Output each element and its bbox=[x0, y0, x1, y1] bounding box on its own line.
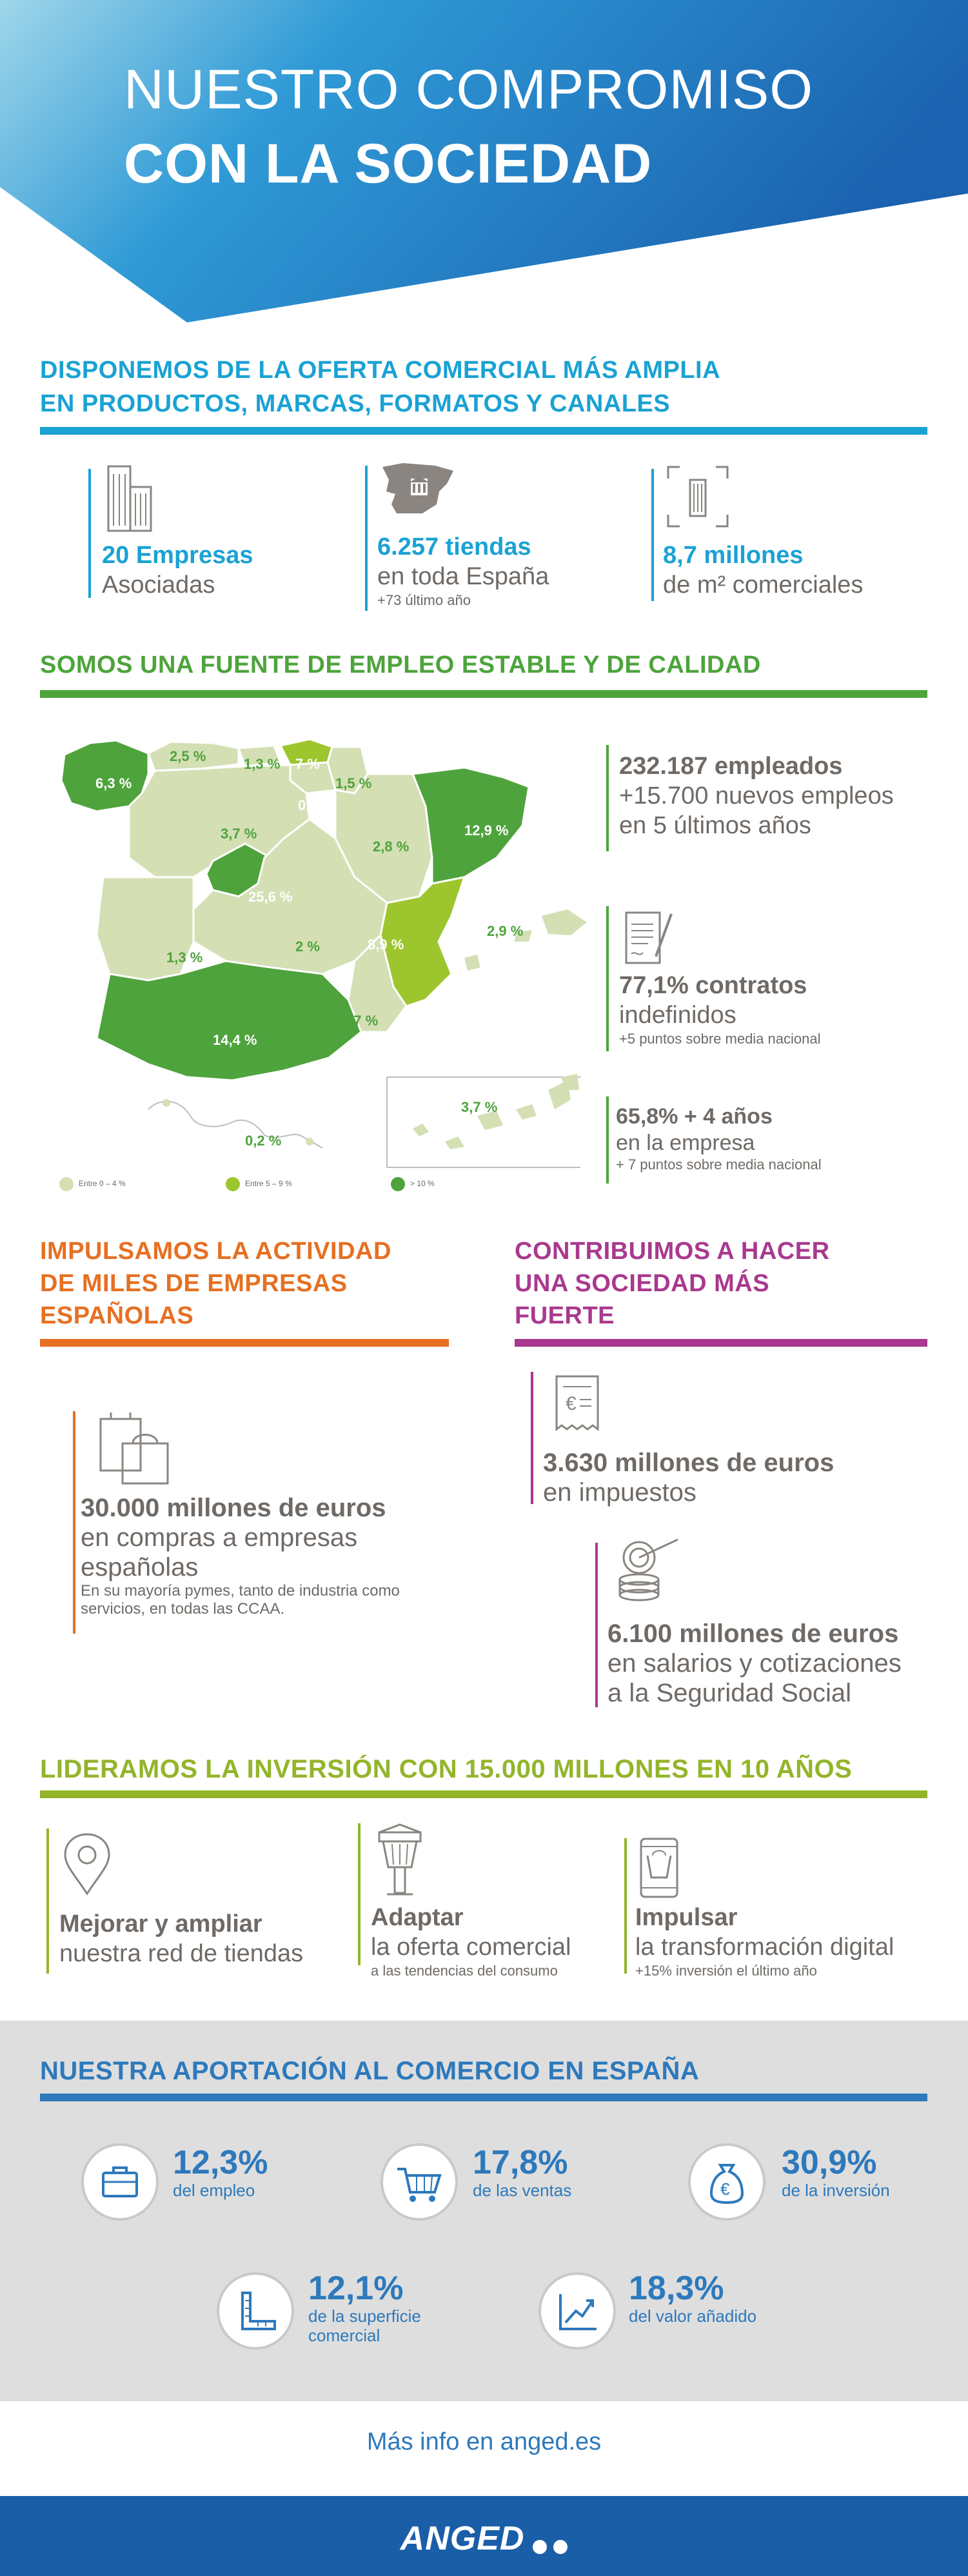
society-stat1-bold: 3.630 millones de euros bbox=[543, 1449, 835, 1477]
employment-stat1-line2: +15.700 nuevos empleos bbox=[619, 782, 894, 809]
anged-logo: ANGED bbox=[0, 2519, 968, 2558]
society-stat1-text: en impuestos bbox=[543, 1478, 696, 1507]
growth-chart-icon bbox=[541, 2275, 613, 2347]
briefcase-circle bbox=[81, 2143, 159, 2221]
ruler-circle bbox=[217, 2272, 294, 2350]
offer-stat1-line bbox=[88, 469, 91, 598]
region-baleares bbox=[464, 909, 587, 971]
activity-heading-line1: IMPULSAMOS LA ACTIVIDAD bbox=[40, 1238, 391, 1265]
svg-text:€: € bbox=[566, 1393, 577, 1414]
contribution-divider bbox=[40, 2094, 927, 2101]
investment-item3-small: +15% inversión el último año bbox=[635, 1963, 817, 1979]
footer-bar bbox=[0, 2496, 968, 2576]
investment-item2-text: la oferta comercial bbox=[371, 1934, 571, 1961]
page-title-line2: CON LA SOCIEDAD bbox=[124, 133, 653, 195]
investment-item1-bold: Mejorar y ampliar bbox=[59, 1910, 262, 1937]
map-label-cantabria: 1,3 % bbox=[244, 756, 281, 772]
employment-stat2-line2: indefinidos bbox=[619, 1002, 736, 1029]
legend-mid: Entre 5 – 9 % bbox=[226, 1177, 292, 1191]
contribution-item1-label: del empleo bbox=[173, 2181, 255, 2200]
investment-item-digital bbox=[635, 1903, 894, 1980]
map-label-murcia: 2,7 % bbox=[342, 1013, 379, 1029]
offer-stat2-bold: 6.257 tiendas bbox=[377, 533, 531, 560]
region-andalucia bbox=[97, 961, 361, 1080]
map-label-andalucia: 14,4 % bbox=[213, 1032, 257, 1048]
activity-heading bbox=[40, 1235, 391, 1332]
activity-stat-small2: servicios, en todas las CCAA. bbox=[81, 1600, 285, 1618]
legend-high: > 10 % bbox=[391, 1177, 435, 1191]
map-label-la-rioja: 0,6 % bbox=[298, 797, 335, 813]
investment-item3-line bbox=[624, 1838, 627, 1974]
society-stat-salaries bbox=[607, 1619, 902, 1708]
contribution-item-investment bbox=[782, 2145, 890, 2200]
investment-item-improve bbox=[59, 1909, 303, 1968]
society-heading bbox=[515, 1235, 830, 1332]
contribution-item4-label2: comercial bbox=[308, 2326, 380, 2345]
employment-stat3-bold: 65,8% + 4 años bbox=[616, 1104, 773, 1129]
society-heading-line3: FUERTE bbox=[515, 1302, 615, 1329]
offer-stat2-text: en toda España bbox=[377, 563, 549, 590]
offer-stat1-bold: 20 Empresas bbox=[102, 542, 253, 569]
offer-stat2-small: +73 último año bbox=[377, 592, 471, 608]
tax-receipt-icon bbox=[551, 1374, 603, 1435]
employment-stat2-line bbox=[606, 906, 609, 1051]
employment-stat1-bold: 232.187 empleados bbox=[619, 753, 843, 780]
location-pin-icon bbox=[61, 1832, 113, 1899]
offer-stat3-bold: 8,7 millones bbox=[663, 542, 804, 569]
society-heading-line1: CONTRIBUIMOS A HACER bbox=[515, 1238, 830, 1265]
more-info-link[interactable]: Más info en anged.es bbox=[366, 2428, 602, 2455]
society-stat-taxes bbox=[543, 1448, 834, 1507]
activity-stat bbox=[81, 1493, 400, 1618]
contribution-item4-label1: de la superficie bbox=[308, 2306, 421, 2326]
employment-stat3-line bbox=[606, 1096, 609, 1184]
employment-stat2-small: +5 puntos sobre media nacional bbox=[619, 1031, 821, 1047]
map-label-madrid: 25,6 % bbox=[248, 889, 293, 905]
coins-target-icon bbox=[616, 1538, 687, 1606]
contribution-item-value-added bbox=[629, 2270, 756, 2326]
contract-document-icon bbox=[622, 906, 674, 971]
offer-heading-line2: EN PRODUCTOS, MARCAS, FORMATOS Y CANALES bbox=[40, 390, 671, 417]
society-stat2-line bbox=[595, 1543, 598, 1707]
briefcase-icon bbox=[84, 2146, 156, 2218]
investment-item2-bold: Adaptar bbox=[371, 1904, 464, 1931]
offer-stat3-text: de m² comerciales bbox=[663, 571, 864, 599]
hero-banner bbox=[0, 0, 968, 322]
map-label-extremadura: 1,3 % bbox=[166, 949, 203, 966]
map-label-navarra: 1,5 % bbox=[335, 775, 372, 791]
employment-stat-employees bbox=[619, 751, 894, 840]
investment-item2-small: a las tendencias del consumo bbox=[371, 1963, 558, 1979]
contribution-item5-label: del valor añadido bbox=[629, 2306, 757, 2326]
employment-stat2-bold: 77,1% contratos bbox=[619, 972, 807, 999]
employment-divider bbox=[40, 690, 927, 698]
map-label-baleares: 2,9 % bbox=[487, 923, 524, 939]
contribution-item2-pct: 17,8% bbox=[473, 2144, 568, 2181]
contribution-item-surface bbox=[308, 2270, 421, 2345]
shopping-bags-icon bbox=[95, 1412, 173, 1490]
society-stat2-bold: 6.100 millones de euros bbox=[607, 1620, 899, 1648]
investment-item1-line bbox=[46, 1828, 49, 1974]
svg-text:€: € bbox=[720, 2179, 730, 2199]
employment-stat-tenure bbox=[616, 1103, 822, 1174]
offer-stat3-line bbox=[651, 469, 654, 601]
activity-stat-bold: 30.000 millones de euros bbox=[81, 1494, 386, 1522]
contribution-item3-label: de la inversión bbox=[782, 2181, 890, 2200]
map-label-pais-vasco: 7 % bbox=[295, 756, 320, 772]
cart-circle bbox=[380, 2143, 458, 2221]
offer-heading-line1: DISPONEMOS DE LA OFERTA COMERCIAL MÁS AMPLIA bbox=[40, 357, 721, 384]
society-stat1-line bbox=[531, 1372, 533, 1504]
contribution-item4-pct: 12,1% bbox=[308, 2270, 404, 2307]
activity-stat-line2: en compras a empresas bbox=[81, 1523, 358, 1552]
map-label-galicia: 6,3 % bbox=[95, 775, 132, 791]
offer-stat1-text: Asociadas bbox=[102, 571, 215, 599]
legend-low: Entre 0 – 4 % bbox=[59, 1177, 126, 1191]
store-display-icon bbox=[374, 1822, 426, 1903]
ruler-area-icon bbox=[219, 2275, 291, 2347]
page-title-line1: NUESTRO COMPROMISO bbox=[124, 59, 814, 121]
offer-stat-associates bbox=[102, 540, 253, 600]
contribution-item1-pct: 12,3% bbox=[173, 2144, 268, 2181]
contribution-item5-pct: 18,3% bbox=[629, 2270, 724, 2307]
employment-heading: SOMOS UNA FUENTE DE EMPLEO ESTABLE Y DE CALIDAD bbox=[40, 651, 761, 679]
investment-heading: LIDERAMOS LA INVERSIÓN CON 15.000 MILLONES EN 10 AÑOS bbox=[40, 1755, 853, 1783]
employment-stat3-small: + 7 puntos sobre media nacional bbox=[616, 1156, 822, 1173]
floor-area-icon bbox=[666, 464, 730, 532]
employment-stat-contracts bbox=[619, 971, 821, 1048]
investment-item3-bold: Impulsar bbox=[635, 1904, 738, 1931]
spain-map-icon bbox=[377, 459, 461, 520]
contribution-item-sales bbox=[473, 2145, 571, 2200]
offer-stat-sqm bbox=[663, 540, 863, 600]
offer-heading bbox=[40, 353, 720, 421]
society-heading-line2: UNA SOCIEDAD MÁS bbox=[515, 1270, 770, 1297]
money-bag-icon bbox=[691, 2146, 763, 2218]
activity-divider bbox=[40, 1339, 449, 1347]
employment-stat1-line bbox=[606, 745, 609, 851]
building-icon bbox=[103, 461, 155, 535]
contribution-item2-label: de las ventas bbox=[473, 2181, 572, 2200]
employment-stat3-line2: en la empresa bbox=[616, 1131, 755, 1155]
investment-item3-text: la transformación digital bbox=[635, 1934, 894, 1961]
activity-heading-line2: DE MILES DE EMPRESAS bbox=[40, 1270, 348, 1297]
investment-divider bbox=[40, 1790, 927, 1798]
investment-item2-line bbox=[358, 1823, 361, 1965]
activity-stat-small1: En su mayoría pymes, tanto de industria como bbox=[81, 1582, 400, 1600]
offer-divider bbox=[40, 427, 927, 435]
activity-heading-line3: ESPAÑOLAS bbox=[40, 1302, 194, 1329]
contribution-item3-pct: 30,9% bbox=[782, 2144, 877, 2181]
map-label-castilla-la-mancha: 2 % bbox=[295, 938, 320, 955]
shopping-cart-icon bbox=[383, 2146, 455, 2218]
society-divider bbox=[515, 1339, 927, 1347]
activity-stat-line bbox=[73, 1411, 75, 1634]
contribution-item-employment bbox=[173, 2145, 268, 2200]
map-label-canarias: 3,7 % bbox=[461, 1099, 498, 1115]
contribution-heading: NUESTRA APORTACIÓN AL COMERCIO EN ESPAÑA bbox=[40, 2057, 700, 2085]
investment-item1-text: nuestra red de tiendas bbox=[59, 1940, 304, 1967]
map-label-valencia: 8,9 % bbox=[368, 936, 404, 953]
activity-stat-line3: españolas bbox=[81, 1553, 199, 1581]
offer-stat-stores bbox=[377, 532, 549, 609]
growth-chart-circle bbox=[538, 2272, 616, 2350]
society-stat2-line2: en salarios y cotizaciones bbox=[607, 1649, 902, 1678]
map-label-castilla-leon: 3,7 % bbox=[221, 826, 257, 842]
map-label-asturias: 2,5 % bbox=[170, 748, 206, 764]
investment-item-adapt bbox=[371, 1903, 571, 1980]
society-stat2-line3: a la Seguridad Social bbox=[607, 1679, 852, 1707]
map-label-ceuta-melilla: 0,2 % bbox=[245, 1133, 282, 1149]
map-label-aragon: 2,8 % bbox=[373, 838, 410, 855]
spain-employment-map bbox=[52, 729, 606, 1196]
employment-stat1-line3: en 5 últimos años bbox=[619, 812, 811, 839]
money-bag-circle bbox=[688, 2143, 766, 2221]
tablet-icon bbox=[638, 1836, 680, 1904]
map-label-cataluna: 12,9 % bbox=[464, 822, 509, 838]
offer-stat2-line bbox=[365, 466, 368, 611]
